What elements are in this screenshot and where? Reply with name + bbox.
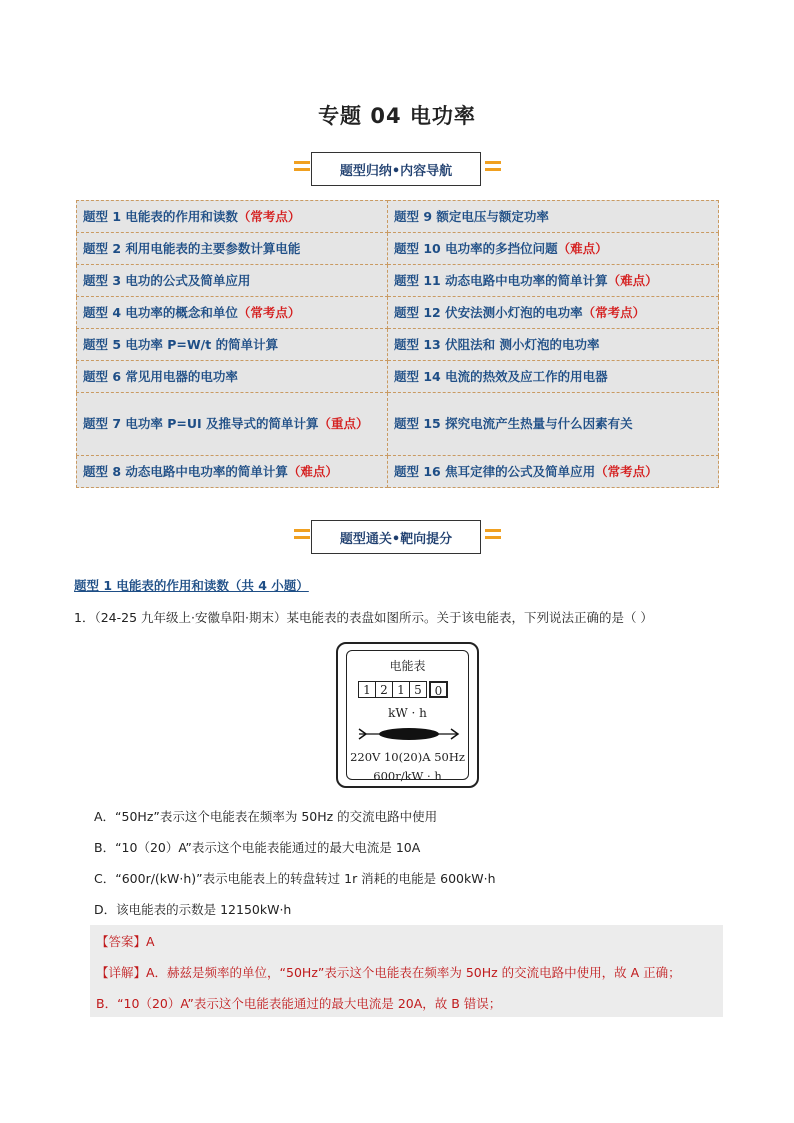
nav-topic-label: 题型 12 伏安法测小灯泡的电功率 [394,304,583,320]
meter-spec: 220V 10(20)A 50Hz [350,750,465,764]
nav-banner-label: 题型归纳•内容导航 [311,152,481,186]
nav-topic-label: 题型 4 电功率的概念和单位 [83,304,238,320]
electricity-meter-figure [336,642,479,788]
nav-row [77,329,719,361]
nav-row [77,265,719,297]
section-title: 题型 1 电能表的作用和读数（共 4 小题） [74,578,309,593]
practice-banner [0,520,794,560]
meter-digit: 1 [392,681,410,698]
nav-topic-label: 题型 5 电功率 P=W/t 的简单计算 [83,336,279,352]
nav-topic-cell[interactable] [77,361,388,393]
nav-row [77,233,719,265]
nav-topic-label: 题型 15 探究电流产生热量与什么因素有关 [394,416,633,431]
meter-title: 电能表 [389,659,426,673]
answer-box [90,925,723,1017]
meter-face [346,650,469,783]
banner-bars-icon [294,161,310,177]
nav-topic-cell[interactable] [77,233,388,265]
nav-topic-cell[interactable] [388,329,719,361]
nav-topic-label: 题型 16 焦耳定律的公式及简单应用 [394,463,596,479]
meter-revolutions: 600r/kW · h [373,769,442,783]
nav-topic-cell[interactable] [388,265,719,297]
nav-topic-tag: （常考点） [237,208,301,224]
nav-topic-label: 题型 10 电功率的多挡位问题 [394,240,558,256]
nav-topic-label: 题型 9 额定电压与额定功率 [394,208,549,224]
nav-topic-cell[interactable] [388,361,719,393]
page-title: 专题 04 电功率 [318,104,476,128]
meter-unit: kW · h [388,706,427,720]
nav-topic-cell[interactable] [77,329,388,361]
nav-row [77,297,719,329]
banner-bars-icon [294,529,310,545]
nav-topic-cell[interactable] [388,233,719,265]
banner-bars-icon [485,161,501,177]
option-b: B．“10（20）A”表示这个电能表能通过的最大电流是 10A [94,840,421,855]
answer-detail-line: 【详解】A．赫兹是频率的单位，“50Hz”表示这个电能表在频率为 50Hz 的交流电路中使用，故 A 正确； [96,965,681,980]
nav-topic-tag: （常考点） [582,304,646,320]
nav-topic-tag: （难点） [287,463,338,479]
nav-topic-label: 题型 6 常见用电器的电功率 [83,368,238,384]
nav-banner [0,152,794,192]
meter-dial-icon [357,725,462,743]
option-c: C．“600r/(kW·h)”表示电能表上的转盘转过 1r 消耗的电能是 600kW·h [94,871,496,886]
nav-topic-label: 题型 1 电能表的作用和读数 [83,208,238,224]
nav-topic-tag: （重点） [318,416,369,431]
practice-banner-label: 题型通关•靶向提分 [311,520,481,554]
nav-topic-cell[interactable] [388,201,719,233]
nav-topic-cell[interactable] [77,265,388,297]
nav-row [77,361,719,393]
nav-topic-cell[interactable] [77,393,388,456]
banner-bars-icon [485,529,501,545]
nav-topic-cell[interactable] [388,393,719,456]
meter-digit: 5 [409,681,427,698]
meter-digits [359,681,448,698]
nav-topic-cell[interactable] [77,297,388,329]
nav-topic-label: 题型 8 动态电路中电功率的简单计算 [83,463,288,479]
nav-topic-tag: （常考点） [237,304,301,320]
nav-topic-label: 题型 2 利用电能表的主要参数计算电能 [83,240,301,256]
nav-row [77,393,719,456]
nav-row [77,201,719,233]
nav-row [77,456,719,488]
meter-digit: 1 [358,681,376,698]
topic-navigation-table [76,200,719,488]
nav-topic-cell[interactable] [77,201,388,233]
nav-topic-label: 题型 14 电流的热效及应工作的用电器 [394,368,608,384]
answer-label: 【答案】A [96,934,155,949]
nav-topic-cell[interactable] [388,297,719,329]
nav-topic-tag: （难点） [607,272,658,288]
nav-topic-label: 题型 11 动态电路中电功率的简单计算 [394,272,608,288]
nav-topic-cell[interactable] [388,456,719,488]
question-stem: 1．（24-25 九年级上·安徽阜阳·期末）某电能表的表盘如图所示。关于该电能表，下列说法正确的是（ ） [74,610,653,625]
answer-detail-line: B．“10（20）A”表示这个电能表能通过的最大电流是 20A，故 B 错误； [96,996,502,1011]
option-d: D．该电能表的示数是 12150kW·h [94,902,292,917]
nav-topic-label: 题型 13 伏阻法和 测小灯泡的电功率 [394,336,600,352]
nav-topic-tag: （难点） [557,240,608,256]
option-a: A．“50Hz”表示这个电能表在频率为 50Hz 的交流电路中使用 [94,809,438,824]
meter-digit-decimal: 0 [429,681,448,698]
nav-topic-tag: （常考点） [595,463,658,479]
nav-topic-label: 题型 7 电功率 P=UI 及推导式的简单计算 [83,416,319,431]
nav-topic-label: 题型 3 电功的公式及简单应用 [83,272,251,288]
nav-topic-cell[interactable] [77,456,388,488]
meter-digit: 2 [375,681,393,698]
